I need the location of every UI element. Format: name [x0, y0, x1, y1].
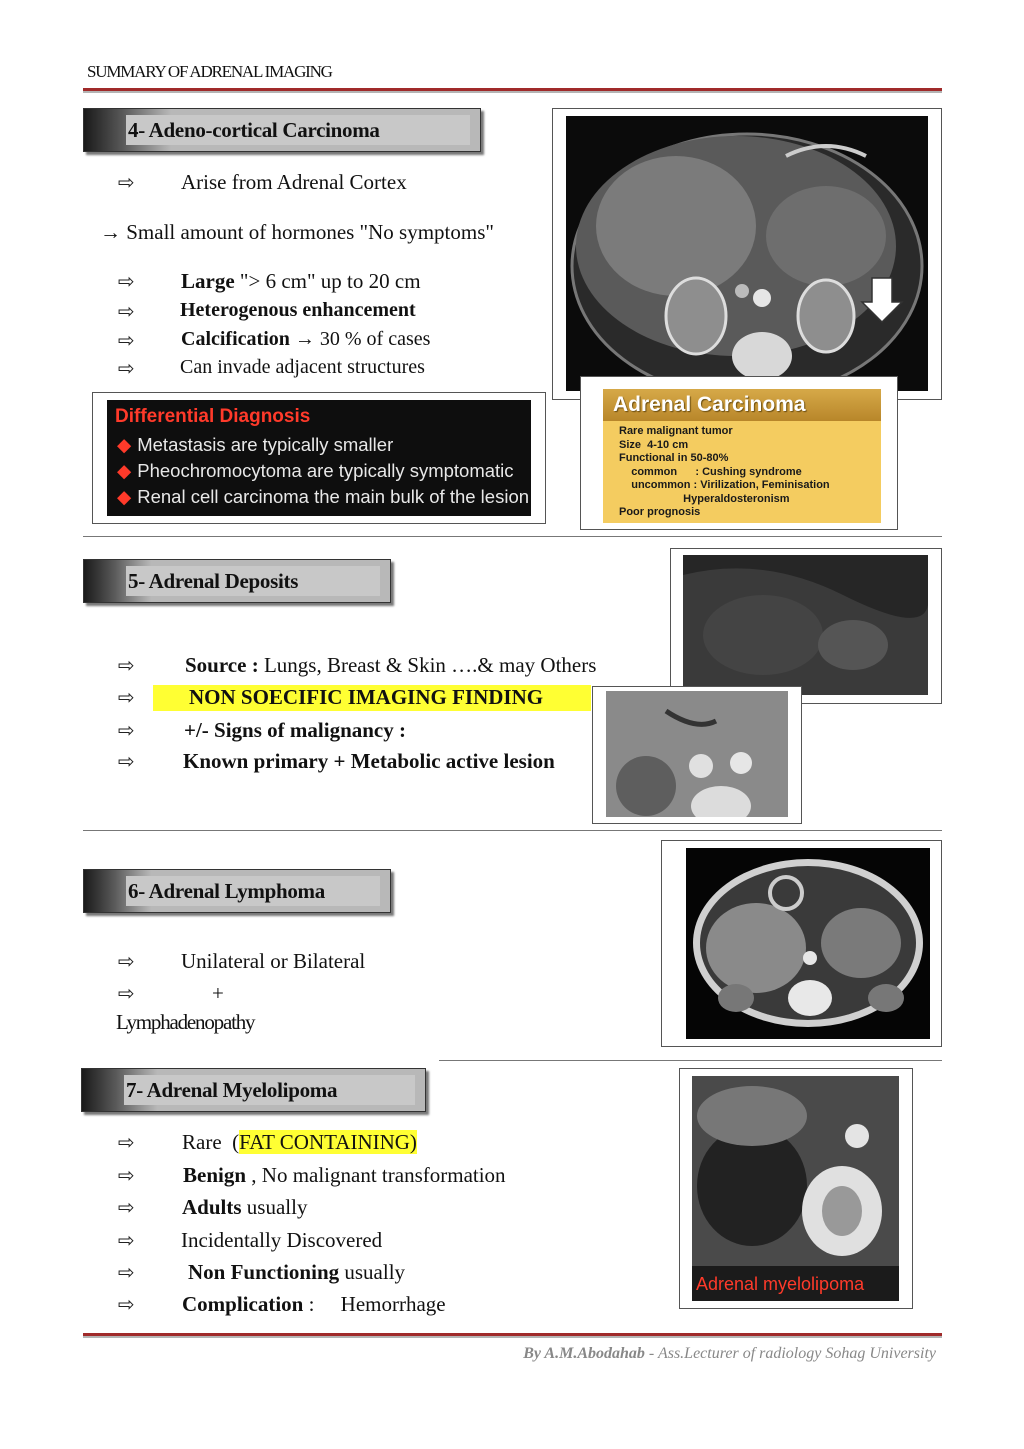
arrow-icon: ⇨	[118, 981, 135, 1005]
s4-invade: Can invade adjacent structures	[180, 356, 425, 378]
section-7-heading	[81, 1068, 426, 1112]
section-4-title: 4- Adeno-cortical Carcinoma	[126, 115, 470, 145]
s7-rare	[182, 1130, 417, 1155]
ct-scan-adrenal-myelolipoma	[692, 1076, 899, 1301]
carc-line: Size 4-10 cm	[619, 438, 689, 451]
ct-scan-adrenal-deposit-2	[606, 691, 788, 817]
carc-line: Functional in 50-80%	[619, 452, 729, 464]
section-divider	[83, 536, 942, 537]
arrow-icon: ⇨	[118, 1292, 135, 1316]
dd-item-text: Metastasis are typically smaller	[137, 434, 394, 455]
ct-scan-adrenal-deposit	[683, 555, 928, 695]
s7-fat-containing: FAT CONTAINING)	[239, 1130, 417, 1154]
dd-item: ◆ Metastasis are typically smaller	[117, 434, 394, 455]
dd-item-text: Pheochromocytoma are typically symptomatic	[137, 460, 514, 481]
s4-calc-rest: → 30 % of cases	[289, 328, 431, 350]
s4-hetero: Heterogenous enhancement	[180, 299, 416, 321]
s7-incidental: Incidentally Discovered	[181, 1228, 383, 1252]
arrow-icon: ⇨	[118, 1228, 135, 1252]
carc-line: Rare malignant tumor	[619, 425, 733, 437]
ct-image-frame	[670, 548, 942, 704]
s5-source	[185, 653, 596, 678]
s5-source-bold: Source :	[185, 653, 259, 677]
arrow-icon: ⇨	[118, 685, 135, 709]
s7-nonf-rest: usually	[339, 1260, 406, 1284]
dd-item: ◆ Renal cell carcinoma the main bulk of the lesion	[117, 486, 530, 507]
footer-author: By A.M.Abodahab	[523, 1345, 645, 1362]
page-header-title: SUMMARY OF ADRENAL IMAGING	[87, 62, 332, 81]
arrow-icon: ⇨	[118, 718, 135, 742]
s7-benign-rest: , No malignant transformation	[246, 1163, 506, 1187]
differential-diagnosis-box	[107, 400, 531, 516]
carc-line: Hyperaldosteronism	[619, 492, 790, 505]
ct-scan-adrenal-lymphoma	[686, 848, 930, 1039]
footer-credit	[523, 1345, 936, 1363]
footer-rule	[83, 1333, 942, 1338]
s5-signs: +/- Signs of malignancy :	[184, 718, 406, 742]
arrow-icon: ⇨	[118, 356, 135, 380]
section-6-heading	[83, 869, 391, 913]
s7-adults	[182, 1195, 307, 1220]
arrow-icon: ⇨	[118, 1163, 135, 1187]
dd-item-text: Renal cell carcinoma the main bulk of the lesion	[137, 486, 530, 507]
adrenal-carcinoma-card-frame	[580, 376, 898, 530]
s4-large-bold: Large	[181, 269, 235, 293]
arrow-icon: ⇨	[118, 328, 135, 352]
s7-comp-rest: : Hemorrhage	[303, 1292, 446, 1316]
ct-scan-adrenal-carcinoma	[566, 116, 928, 391]
s4-arise: Arise from Adrenal Cortex	[181, 170, 407, 194]
section-6-title: 6- Adrenal Lymphoma	[126, 876, 380, 906]
carc-line: common : Cushing syndrome	[619, 465, 802, 478]
footer-role: Ass.Lecturer of radiology Sohag University	[657, 1345, 936, 1362]
arrow-icon: ⇨	[118, 1260, 135, 1284]
myelolipoma-caption: Adrenal myelolipoma	[696, 1274, 865, 1294]
carc-line: Poor prognosis	[619, 506, 701, 518]
s4-large-rest: "> 6 cm" up to 20 cm	[234, 269, 421, 293]
arrow-icon: ⇨	[118, 1195, 135, 1219]
section-7-title: 7- Adrenal Myelolipoma	[124, 1075, 415, 1105]
differential-diagnosis-frame	[92, 392, 546, 524]
section-5-heading	[83, 559, 391, 603]
section-divider	[439, 1060, 942, 1061]
dd-title: Differential Diagnosis	[115, 406, 311, 427]
s6-unilateral: Unilateral or Bilateral	[181, 949, 366, 973]
s7-benign	[183, 1163, 506, 1188]
arrow-icon: ⇨	[118, 170, 135, 194]
ct-image-frame	[661, 840, 942, 1047]
arrow-icon: ⇨	[118, 269, 135, 293]
ct-image-frame	[679, 1068, 913, 1309]
s7-complication	[182, 1292, 446, 1317]
s5-known: Known primary + Metabolic active lesion	[183, 749, 555, 773]
arrow-icon: ⇨	[118, 949, 135, 973]
carc-title: Adrenal Carcinoma	[603, 389, 881, 421]
ct-image-frame	[552, 108, 942, 400]
s6-plus: +	[212, 981, 224, 1005]
arrow-icon: ⇨	[118, 299, 135, 323]
s7-nonfunctioning	[188, 1260, 405, 1285]
s7-comp-bold: Complication	[182, 1292, 304, 1316]
s4-calc-bold: Calcification	[181, 328, 290, 350]
s7-nonf-bold: Non Functioning	[188, 1260, 340, 1284]
section-5-title: 5- Adrenal Deposits	[126, 566, 380, 596]
s4-large	[181, 269, 421, 294]
arrow-icon: ⇨	[118, 653, 135, 677]
dd-item: ◆ Pheochromocytoma are typically symptomatic	[117, 460, 514, 481]
s5-nonspecific: NON SOECIFIC IMAGING FINDING	[189, 685, 544, 709]
ct-image-frame	[592, 686, 802, 824]
s4-hormones: → Small amount of hormones "No symptoms"	[100, 220, 494, 244]
header-rule	[83, 88, 942, 93]
s7-adults-bold: Adults	[182, 1195, 242, 1219]
adrenal-carcinoma-card	[603, 389, 881, 523]
section-divider	[83, 830, 942, 831]
s7-benign-bold: Benign	[183, 1163, 247, 1187]
s6-lymphadenopathy: Lymphadenopathy	[116, 1010, 255, 1034]
s7-rare-text: Rare (	[182, 1130, 240, 1154]
footer-sep: -	[644, 1345, 658, 1362]
carc-line: uncommon : Virilization, Feminisation	[619, 479, 830, 491]
arrow-icon: ⇨	[118, 749, 135, 773]
s5-source-rest: Lungs, Breast & Skin ….& may Others	[258, 653, 597, 677]
arrow-icon: ⇨	[118, 1130, 135, 1154]
s7-adults-rest: usually	[241, 1195, 308, 1219]
s4-calc	[181, 328, 430, 351]
section-4-heading	[83, 108, 481, 152]
